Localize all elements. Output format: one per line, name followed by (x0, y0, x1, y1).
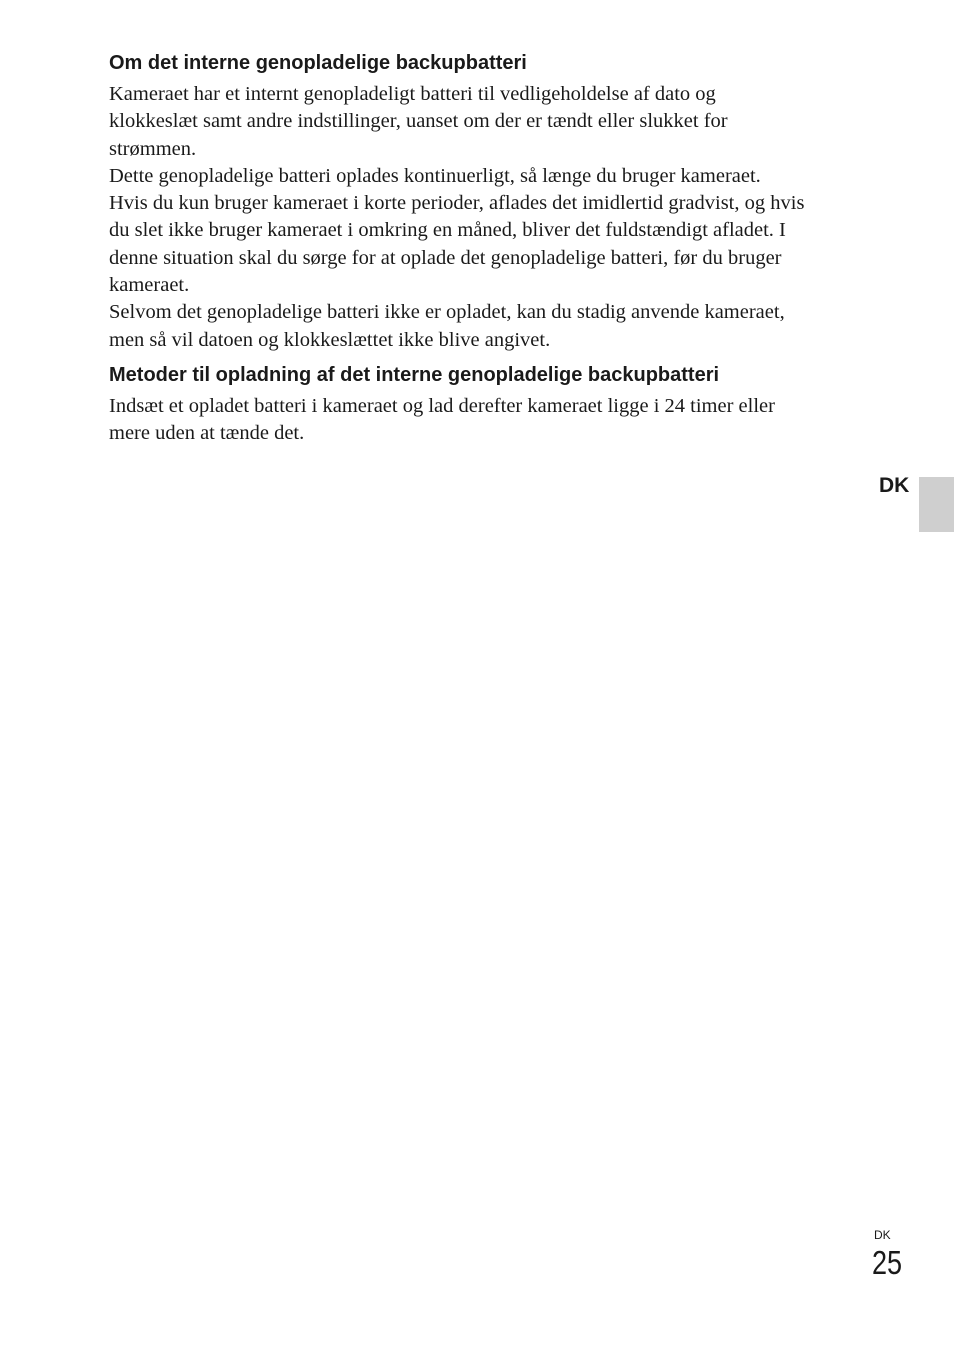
page-language-code: DK (874, 1228, 891, 1242)
section-heading-charging-methods: Metoder til opladning af det interne genopladelige backupbatteri (109, 363, 720, 386)
text-line: klokkeslæt samt andre indstillinger, uanset om der er tændt eller slukket for (109, 110, 728, 133)
text-line: mere uden at tænde det. (109, 422, 305, 445)
text-line: Indsæt et opladet batteri i kameraet og lad derefter kameraet ligge i 24 timer eller (109, 394, 775, 417)
text-line: Selvom det genopladelige batteri ikke er opladet, kan du stadig anvende kameraet, (109, 301, 785, 324)
paragraph-battery-charging (109, 163, 869, 299)
text-line: strømmen. (109, 137, 197, 160)
text-line: Hvis du kun bruger kameraet i korte perioder, aflades det imidlertid gradvist, og hvis (109, 192, 805, 215)
language-tab-label: DK (879, 474, 910, 497)
paragraph-battery-intro (109, 81, 869, 163)
page-number: 25 (872, 1244, 903, 1281)
text-line: Kameraet har et internt genopladeligt batteri til vedligeholdelse af dato og (109, 83, 716, 105)
text-line: kameraet. (109, 274, 190, 297)
language-side-tab (919, 477, 954, 532)
section-heading-backup-battery: Om det interne genopladelige backupbatteri (109, 52, 527, 74)
text-line: du slet ikke bruger kameraet i omkring en måned, bliver det fuldstændigt afladet. I (109, 219, 786, 242)
text-line: Dette genopladelige batteri oplades kontinuerligt, så længe du bruger kameraet. (109, 164, 761, 187)
text-line: denne situation skal du sørge for at oplade det genopladelige batteri, før du bruger (109, 246, 782, 269)
paragraph-charging-method (109, 393, 869, 448)
text-line: men så vil datoen og klokkeslættet ikke blive angivet. (109, 328, 551, 351)
page-content (109, 50, 869, 448)
paragraph-battery-not-charged (109, 299, 869, 354)
